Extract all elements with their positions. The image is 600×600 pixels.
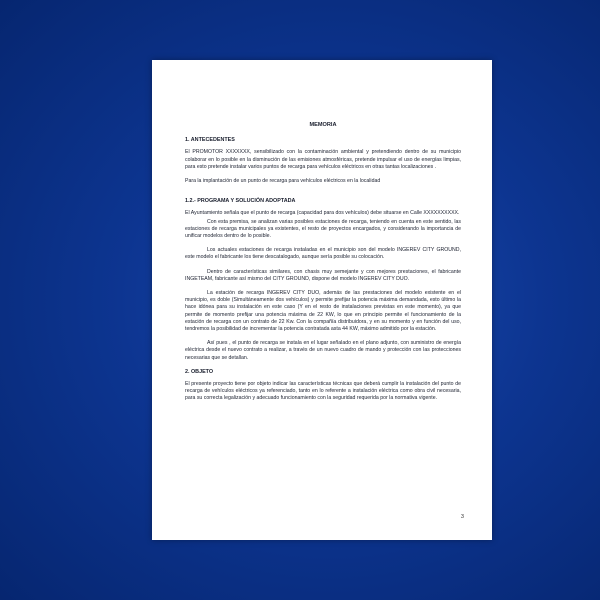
paragraph: Con esta premisa, se analizan varias posibles estaciones de recarga, teniendo en cuenta en este sentido, las estaciones de recarga municipales ya existentes, el resto de proyectos encargados, y considerando la importancia de unificar modelos dentro de lo posible. [185,218,461,240]
paragraph: El presente proyecto tiene por objeto indicar las características técnicas que deberá cumplir la instalación del punto de recarga de vehículos eléctricos ya referenciado, tanto en lo referente a instalación eléctrica como obra civil necesaria, para su correcta legalización y adecuado funcionamiento con la seguridad requerida por la normativa vigente. [185,381,461,402]
page-number: 3 [460,514,464,520]
page-content [185,122,461,410]
paragraph: Para la implantación de un punto de recarga para vehículos eléctricos en la localidad [185,178,381,185]
paragraph: Dentro de características similares, con chasis muy semejante y con mejores prestaciones, el fabricante INGETEAM, fabricante así mismo del CITY GROUND, dispone del modelo INGEREV CITY DUO. [185,268,461,282]
section-heading-antecedentes: 1. ANTECEDENTES [185,137,235,144]
paragraph: Los actuales estaciones de recarga instaladas en el municipio son del modelo INGEREV CITY GROUND, este modelo el fabricante los tiene descatalogado, aunque sería posible su colocación. [185,247,461,261]
document-title: MEMORIA [309,122,337,128]
section-heading-objeto: 2. OBJETO [185,368,214,375]
paragraph: Así pues , el punto de recarga se instala en el lugar señalado en el plano adjunto, con suministro de energía eléctrica desde el nuevo contrato a realizar, a través de un nuevo cuadro de mando y protección con las protecciones necesarias que se detallan. [185,340,461,361]
section-heading-programa: 1.2.- PROGRAMA Y SOLUCIÓN ADOPTADA [185,198,296,205]
document-page [152,60,492,540]
paragraph: El PROMOTOR XXXXXXX, sensibilizado con la contaminación ambiental y pretendiendo dentro de su municipio colaborar en lo posible en la disminución de las emisiones atmosféricas, pretende impulsar el uso de energías limpias, para esto pretende instalar varios puntos de recarga para vehículos eléctricos en otras tantas localizaciones . [185,149,461,170]
paragraph: El Ayuntamiento señala que el punto de recarga (capacidad para dos vehículos) debe situarse en Calle XXXXXXXXXX. [185,210,460,217]
paragraph: La estación de recarga INGEREV CITY DUO, además de las prestaciones del modelo existente en el municipio, es doble (Simultáneamente dos vehículos) y permite prefijar la potencia máxima demandada, esto último la hace idónea para su instalación en este caso (Y en el resto de instalaciones previstas en este momento), ya que permite de momento prefijar una potencia máxima de 22 KW, lo que en principio permite el funcionamiento de la estación de recarga con un contrato de 22 Kw. Con la compañía distribuidora, y en su momento y en función del uso, tendremos la posibilidad de incrementar la potencia contratada asta 44 KW, máximo admitido por la estación. [185,290,461,333]
